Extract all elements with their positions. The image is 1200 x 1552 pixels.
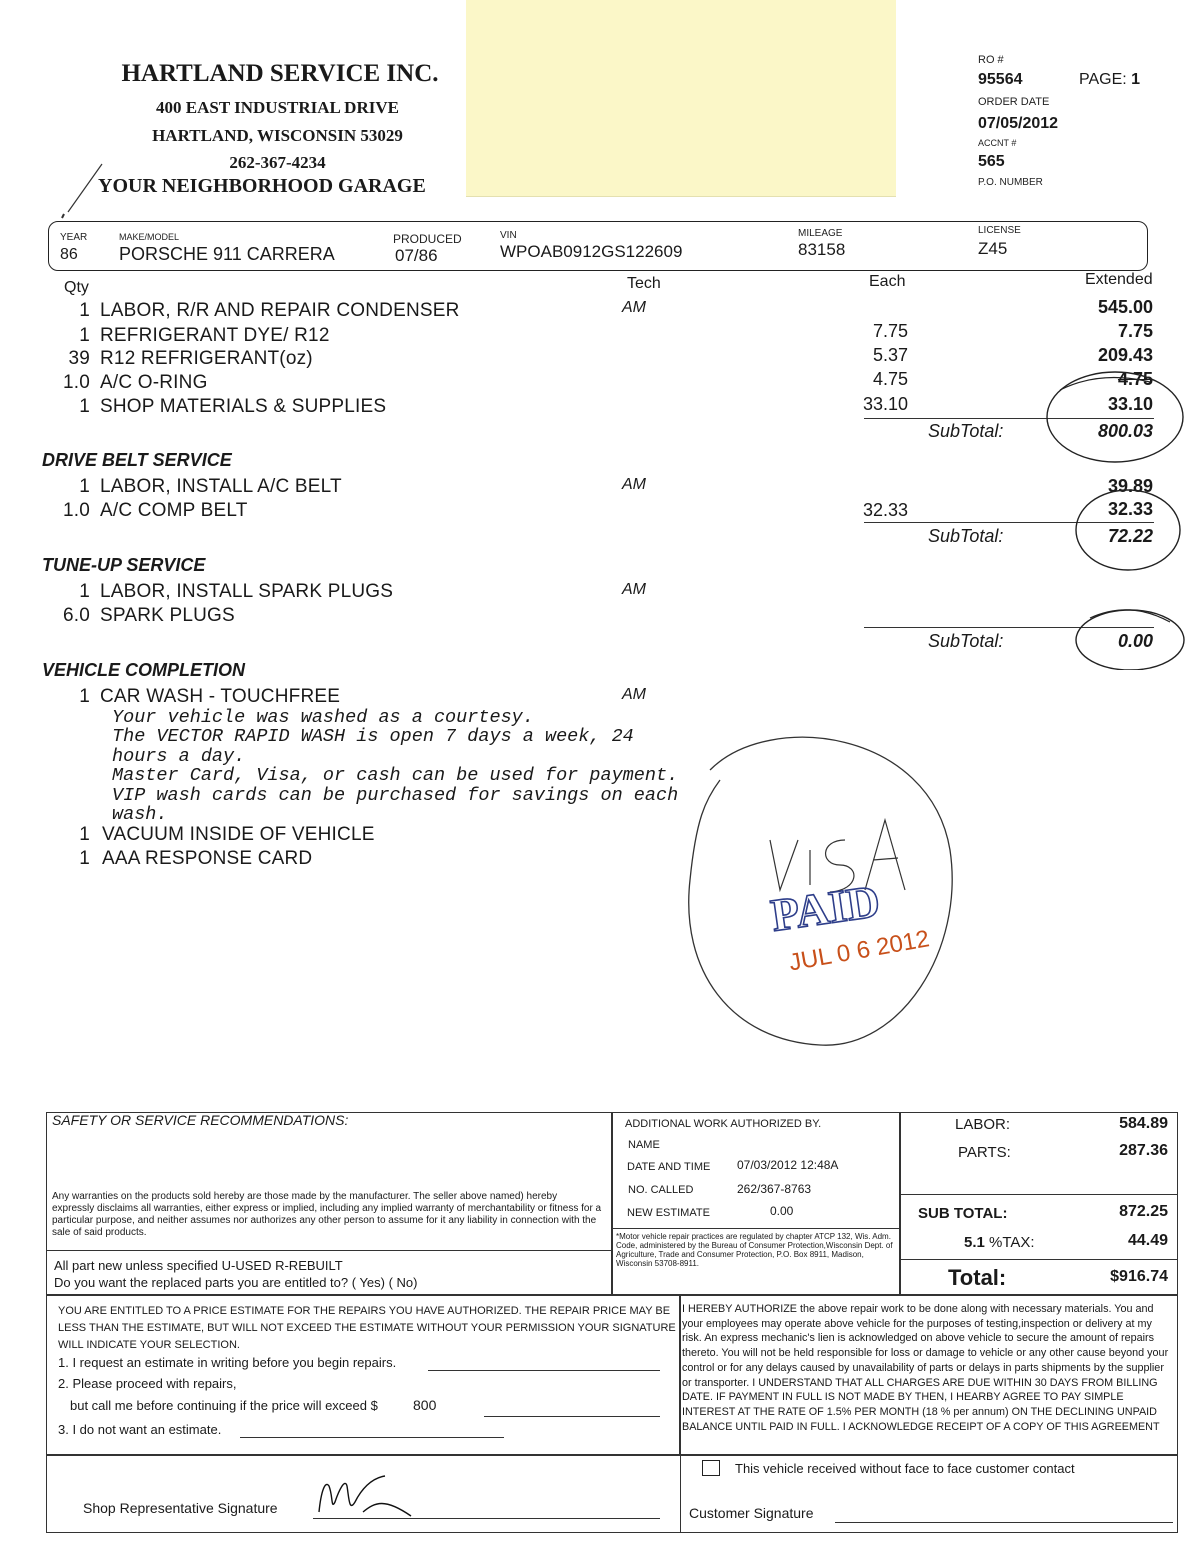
wash-note-line: Your vehicle was washed as a courtesy. — [112, 707, 534, 728]
line-extended: 32.33 — [1107, 499, 1153, 519]
vehicle-vin: WPOAB0912GS122609 — [500, 242, 683, 261]
parts-total: 287.36 — [1119, 1142, 1168, 1159]
ro-number: 95564 — [978, 71, 1023, 88]
replaced-parts-question: Do you want the replaced parts you are entitled to? ( Yes) ( No) — [54, 1275, 418, 1290]
signature-line[interactable] — [428, 1370, 660, 1371]
wash-note-line: VIP wash cards can be purchased for savings on each — [112, 784, 679, 806]
section-title: TUNE-UP SERVICE — [42, 555, 206, 575]
labor-total: 584.89 — [1119, 1115, 1168, 1132]
warranty-text: Any warranties on the products sold hereby are those made by the manufacturer. The seller above named) hereby expressly disclaims all warranties, either express or implied, including any implied warranty of merchantability or fitness for a particular purpose, and neither assumes nor authorizes any other person to assume for it any liability in connection with the sale of said products. — [52, 1191, 602, 1238]
estimate-option-3: 3. I do not want an estimate. — [58, 1422, 222, 1437]
auth-date-label: DATE AND TIME — [627, 1161, 711, 1173]
subtotal-value: 0.00 — [1117, 631, 1153, 651]
parts-note: All part new unless specified U-USED R-REBUILT — [54, 1258, 343, 1273]
line-qty: 39 — [68, 348, 90, 369]
grand-total: $916.74 — [1110, 1268, 1168, 1285]
parts-label: PARTS: — [958, 1144, 1011, 1161]
section-title: VEHICLE COMPLETION — [42, 660, 246, 680]
auth-estimate-label: NEW ESTIMATE — [627, 1207, 710, 1219]
estimate-option-2b: but call me before continuing if the price will exceed $ — [70, 1398, 378, 1413]
handwritten-circles — [1040, 360, 1190, 670]
vehicle-make: PORSCHE 911 CARRERA — [119, 244, 335, 264]
vin-label: VIN — [500, 230, 517, 241]
line-extended: 7.75 — [1117, 321, 1153, 341]
authorization-title: ADDITIONAL WORK AUTHORIZED BY. — [625, 1118, 822, 1130]
company-name: HARTLAND SERVICE INC. — [121, 60, 439, 87]
signature-line[interactable] — [484, 1416, 660, 1417]
line-qty: 6.0 — [62, 605, 90, 626]
produced-label: PRODUCED — [393, 232, 462, 246]
auth-estimate-value: 0.00 — [770, 1204, 794, 1218]
divider — [46, 1250, 612, 1251]
line-each: 33.10 — [862, 394, 908, 414]
subtotal-label: SUB TOTAL: — [918, 1205, 1008, 1222]
subtotal-label: SubTotal: — [928, 526, 1004, 546]
paid-stamp — [670, 720, 970, 1060]
vehicle-license: Z45 — [978, 239, 1008, 258]
line-desc: A/C COMP BELT — [100, 500, 248, 521]
accnt-label: ACCNT # — [978, 138, 1017, 148]
shop-signature-label: Shop Representative Signature — [83, 1500, 278, 1516]
estimate-option-2: 2. Please proceed with repairs, — [58, 1376, 237, 1391]
wash-note-line: Master Card, Visa, or cash can be used for payment. — [112, 765, 679, 787]
wash-note-line: wash. — [112, 804, 168, 826]
paid-stamp-text: PAID — [767, 875, 883, 941]
tech-header: Tech — [627, 275, 661, 292]
wash-note-line: hours a day. — [112, 745, 246, 767]
po-label: P.O. NUMBER — [978, 177, 1043, 188]
auth-name-label: NAME — [628, 1139, 660, 1151]
subtotal-total: 872.25 — [1119, 1203, 1168, 1220]
line-tech: AM — [622, 581, 646, 598]
line-qty: 1 — [79, 824, 90, 845]
vehicle-year: 86 — [60, 246, 78, 263]
customer-signature-line[interactable] — [835, 1522, 1173, 1523]
line-extended: 33.10 — [1107, 394, 1153, 414]
company-address: 400 EAST INDUSTRIAL DRIVE — [156, 98, 399, 117]
line-qty: 1 — [79, 325, 90, 346]
company-phone: 262-367-4234 — [229, 153, 326, 172]
mileage-label: MILEAGE — [798, 228, 843, 239]
line-extended: 545.00 — [1097, 297, 1153, 317]
estimate-limit-amount: 800 — [413, 1397, 437, 1413]
line-qty: 1 — [79, 581, 90, 602]
line-desc: SHOP MATERIALS & SUPPLIES — [100, 396, 387, 417]
divider — [680, 1455, 681, 1533]
subtotal-label: SubTotal: — [928, 631, 1004, 651]
divider — [612, 1228, 900, 1229]
total-label: Total: — [948, 1265, 1007, 1290]
line-desc: LABOR, INSTALL A/C BELT — [100, 476, 342, 497]
vehicle-mileage: 83158 — [798, 240, 846, 259]
tax-total: 44.49 — [1127, 1232, 1168, 1249]
divider — [900, 1259, 1178, 1260]
no-contact-label: This vehicle received without face to face customer contact — [735, 1461, 1075, 1476]
line-qty: 1.0 — [62, 372, 90, 393]
ro-label: RO # — [978, 54, 1004, 66]
line-qty: 1 — [79, 848, 90, 869]
recommendations-title: SAFETY OR SERVICE RECOMMENDATIONS: — [52, 1112, 349, 1128]
line-qty: 1 — [79, 686, 90, 707]
line-desc: R12 REFRIGERANT(oz) — [100, 348, 313, 369]
order-date-label: ORDER DATE — [978, 96, 1050, 108]
signature-line[interactable] — [240, 1437, 504, 1438]
page-label: PAGE: — [1079, 71, 1127, 88]
labor-label: LABOR: — [955, 1116, 1011, 1133]
line-desc: CAR WASH - TOUCHFREE — [100, 686, 341, 707]
company-slogan: YOUR NEIGHBORHOOD GARAGE — [98, 175, 426, 197]
wash-note-line: The VECTOR RAPID WASH is open 7 days a week, 24 — [112, 726, 634, 748]
wash-note — [112, 708, 678, 824]
each-header: Each — [869, 273, 906, 290]
line-tech: AM — [622, 299, 646, 316]
line-desc: REFRIGERANT DYE/ R12 — [100, 325, 330, 346]
line-desc: SPARK PLUGS — [100, 605, 235, 626]
paid-stamp-date: JUL 0 6 2012 — [787, 925, 932, 977]
order-date: 07/05/2012 — [978, 115, 1059, 132]
line-qty: 1 — [79, 476, 90, 497]
qty-header: Qty — [64, 279, 89, 296]
line-each: 32.33 — [862, 500, 908, 520]
license-label: LICENSE — [978, 225, 1021, 236]
line-extended: 209.43 — [1097, 345, 1153, 365]
page-number: 1 — [1131, 71, 1141, 88]
line-desc: LABOR, INSTALL SPARK PLUGS — [100, 581, 394, 602]
auth-called-value: 262/367-8763 — [737, 1182, 812, 1196]
line-qty: 1 — [79, 396, 90, 417]
line-tech: AM — [622, 686, 646, 703]
subtotal-value: 800.03 — [1097, 421, 1153, 441]
section-title: DRIVE BELT SERVICE — [42, 450, 232, 470]
customer-signature-label: Customer Signature — [689, 1505, 814, 1521]
make-label: MAKE/MODEL — [119, 232, 180, 242]
authorize-text: I HEREBY AUTHORIZE the above repair work to be done along with necessary materials. You and your employees may operate above vehicle for the purposes of testing,inspection or delivery at my risk. An express mechanic's lien is acknowledged on above vehicle to secure the amount of repairs thereto. You will not be held responsible for loss or damage to vehicle or any other cause beyond your control or for any delays caused by unavailability of parts or delays in parts shipments by the supplier or transporter. I UNDERSTAND THAT ALL CHARGES ARE DUE WITHIN 30 DAYS FROM BILLING DATE. IF PAYMENT IN FULL IS NOT MADE BY THEN, I HEARBY AGREE TO PAY SIMPLE INTEREST AT THE RATE OF 1.5% PER MONTH (18 % per annum) ON THE DECLINING UNPAID BALANCE UNTIL PAID IN FULL. I ACKNOWLEDGE RECEIPT OF A COPY OF THIS AGREEMENT — [682, 1303, 1169, 1433]
divider — [900, 1194, 1178, 1195]
estimate-intro: YOU ARE ENTITLED TO A PRICE ESTIMATE FOR THE REPAIRS YOU HAVE AUTHORIZED. THE REPAIR PRICE MAY BE LESS THAN THE ESTIMATE, BUT WILL NOT EXCEED THE ESTIMATE WITHOUT YOUR PERMISSION YOUR SIGNATURE WILL INDICATE YOUR SELECTION. — [58, 1305, 676, 1351]
line-desc: LABOR, R/R AND REPAIR CONDENSER — [100, 300, 460, 321]
tax-rate: 5.1 — [964, 1234, 985, 1251]
shop-signature-icon — [315, 1472, 425, 1522]
accnt-number: 565 — [978, 153, 1005, 170]
line-desc: VACUUM INSIDE OF VEHICLE — [102, 824, 375, 845]
auth-called-label: NO. CALLED — [628, 1184, 694, 1196]
extended-header: Extended — [1085, 271, 1153, 288]
line-each: 4.75 — [872, 369, 908, 389]
estimate-option-1: 1. I request an estimate in writing before you begin repairs. — [58, 1355, 397, 1370]
tax-label: %TAX: — [989, 1234, 1035, 1251]
no-contact-checkbox[interactable] — [702, 1460, 720, 1476]
line-qty: 1.0 — [62, 500, 90, 521]
year-label: YEAR — [60, 232, 88, 243]
company-city: HARTLAND, WISCONSIN 53029 — [152, 126, 403, 145]
line-qty: 1 — [79, 300, 90, 321]
line-extended: 39.89 — [1107, 476, 1153, 496]
vehicle-produced: 07/86 — [395, 246, 438, 265]
regulation-text: *Motor vehicle repair practices are regulated by chapter ATCP 132, Wis. Adm. Code, administered by the Bureau of Consumer Protection,Wisconsin Dept. of Agriculture, Trade and Consumer Protection, P.O. Box 8911, Madison, Wisconsin 53708-8911. — [616, 1232, 893, 1268]
subtotal-value: 72.22 — [1107, 526, 1153, 546]
line-extended: 4.75 — [1117, 369, 1153, 389]
auth-date-value: 07/03/2012 12:48A — [737, 1158, 839, 1172]
line-each: 5.37 — [872, 345, 908, 365]
line-desc: A/C O-RING — [100, 372, 208, 393]
pen-mark-icon — [58, 160, 108, 220]
subtotal-label: SubTotal: — [928, 421, 1004, 441]
line-each: 7.75 — [872, 321, 908, 341]
line-tech: AM — [622, 476, 646, 493]
line-desc: AAA RESPONSE CARD — [102, 848, 313, 869]
